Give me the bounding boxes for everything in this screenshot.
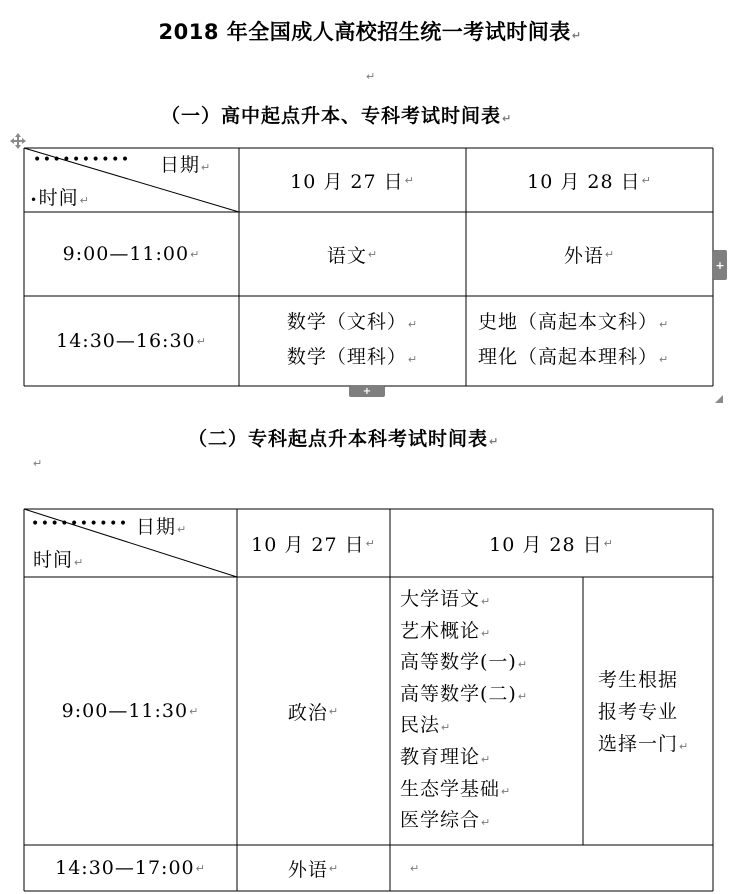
list-item: 民法↵ bbox=[400, 714, 452, 737]
table1-corner-date-label: 日期↵ bbox=[160, 154, 212, 176]
table1-date-1: 10 月 27 日 ↵ bbox=[290, 170, 415, 193]
table1-row2-day2-line1: 史地（高起本文科）↵ bbox=[478, 311, 670, 333]
note-line: 报考专业 bbox=[598, 701, 679, 723]
note-line: 选择一门↵ bbox=[598, 733, 690, 755]
table1-corner-dots: •••••••••• bbox=[33, 152, 131, 168]
table1-row1-day1: 语文 ↵ bbox=[326, 244, 379, 267]
list-item: 教育理论↵ bbox=[400, 745, 492, 768]
table2-row1-time: 9:00—11:30 ↵ bbox=[61, 700, 200, 722]
table2-row1-subject-list bbox=[400, 585, 528, 838]
table1-row1-time: 9:00—11:00 ↵ bbox=[62, 243, 201, 265]
table1-corner-time-label: •时间↵ bbox=[30, 187, 90, 209]
paragraph-mark: ↵ bbox=[366, 70, 376, 83]
table1-row1-day2: 外语 ↵ bbox=[563, 244, 616, 267]
table2-corner-date-label: 日期↵ bbox=[136, 516, 188, 538]
table2-row1-day1: 政治 ↵ bbox=[287, 701, 340, 724]
table1-row2-day1-line1: 数学（文科）↵ bbox=[286, 311, 419, 333]
table2-corner-time-label: 时间↵ bbox=[33, 549, 85, 571]
list-item: 大学语文↵ bbox=[400, 588, 492, 610]
table1-date-2: 10 月 28 日 ↵ bbox=[527, 170, 652, 193]
paragraph-mark: ↵ bbox=[33, 457, 43, 470]
insert-row-icon[interactable]: + bbox=[349, 386, 385, 397]
list-item: 高等数学(一)↵ bbox=[400, 651, 529, 674]
table1-row2-time: 14:30—16:30 ↵ bbox=[56, 330, 207, 352]
table2-date-2: 10 月 28 日 ↵ bbox=[489, 533, 614, 556]
table2-row1-note bbox=[598, 664, 689, 763]
table2-heading: （二）专科起点升本科考试时间表↵ bbox=[188, 428, 500, 450]
table1-heading: （一）高中起点升本、专科考试时间表↵ bbox=[161, 105, 513, 127]
list-item: 生态学基础↵ bbox=[400, 777, 512, 800]
insert-column-icon[interactable]: + bbox=[713, 250, 727, 280]
table2-row2-day2-empty: ↵ bbox=[410, 862, 420, 875]
note-line: 考生根据 bbox=[598, 669, 679, 691]
table2-row2-day1: 外语 ↵ bbox=[287, 858, 340, 881]
table2-corner-dots: •••••••••• bbox=[31, 516, 129, 532]
list-item: 高等数学(二)↵ bbox=[400, 682, 529, 705]
table2-row2-time: 14:30—17:00 ↵ bbox=[55, 857, 206, 879]
table2-date-1: 10 月 27 日 ↵ bbox=[251, 533, 376, 556]
table1-row2-day2-line2: 理化（高起本理科）↵ bbox=[478, 346, 670, 368]
page-title: 2018 年全国成人高校招生统一考试时间表↵ bbox=[158, 20, 582, 44]
list-item: 艺术概论↵ bbox=[400, 619, 492, 642]
list-item: 医学综合↵ bbox=[400, 809, 492, 832]
table1-row2-day1-line2: 数学（理科）↵ bbox=[286, 346, 419, 368]
